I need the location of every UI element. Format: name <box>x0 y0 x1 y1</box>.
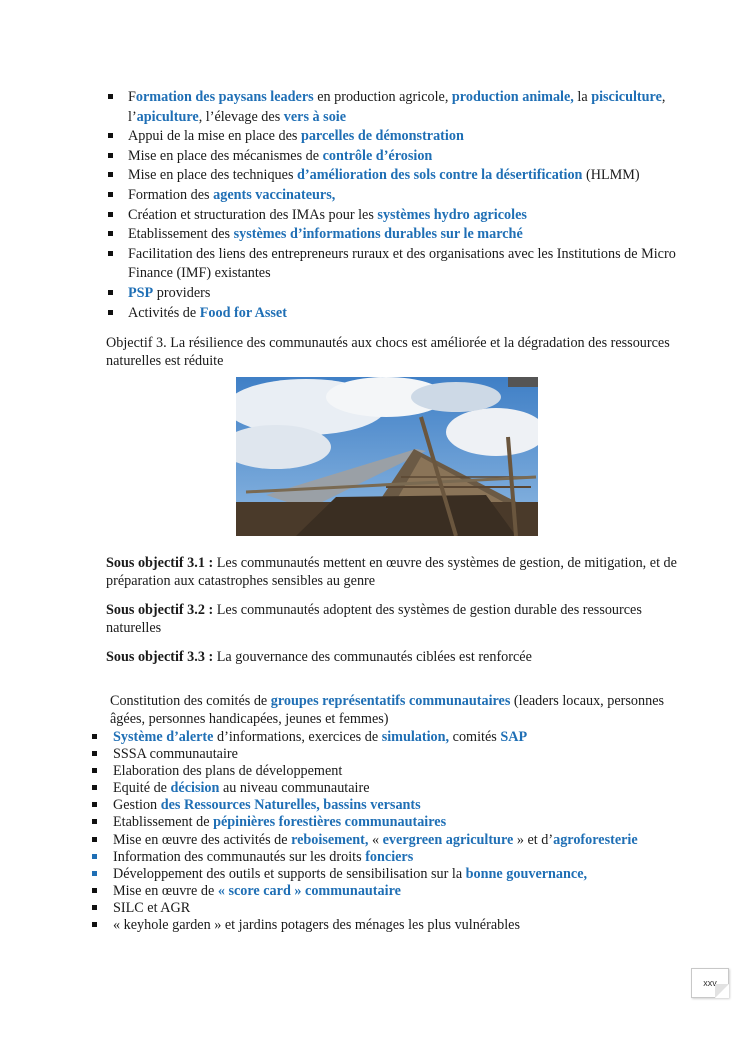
list-item <box>90 814 710 831</box>
text-run: Information des communautés sur les droits <box>113 848 366 865</box>
text-run: comités <box>449 729 501 745</box>
text-run: Mise en place des mécanismes de <box>128 147 323 164</box>
text-run: Facilitation des liens des entrepreneurs ruraux et des organisations avec les Institutions de Micro Finance (IMF) existantes <box>128 245 676 282</box>
activities-list-objective-3 <box>90 729 710 934</box>
list-item <box>106 166 696 186</box>
text-run: SILC et AGR <box>113 899 191 916</box>
list-item <box>106 147 696 167</box>
highlighted-term: bonne gouvernance, <box>465 865 588 882</box>
text-run: Développement des outils et supports de sensibilisation sur la <box>113 865 466 882</box>
highlighted-term: fonciers <box>365 848 414 865</box>
highlighted-term: agroforesterie <box>553 831 638 848</box>
highlighted-term: décision <box>170 780 220 797</box>
list-item <box>106 304 696 324</box>
text-run: , l’élevage des <box>198 108 284 125</box>
highlighted-term: production animale, <box>451 89 574 105</box>
list-item <box>90 763 710 780</box>
sub-objective-3-3: Sous objectif 3.3 : La gouvernance des communautés ciblées est renforcée <box>106 649 532 665</box>
text-run: » et d’ <box>513 831 554 848</box>
committees-intro <box>110 693 690 728</box>
highlighted-term: « score card » communautaire <box>217 882 401 899</box>
list-item <box>90 729 710 746</box>
text-run: (HLMM) <box>582 167 640 184</box>
text-run: providers <box>153 284 211 301</box>
highlighted-term: contrôle d’érosion <box>322 147 433 164</box>
text-run: Formation des <box>128 186 214 203</box>
objective-3-heading: Objectif 3. La résilience des communautés aux chocs est améliorée et la dégradation des ressources naturelles est réduite <box>106 335 670 369</box>
text-run: Elaboration des plans de développement <box>113 763 343 780</box>
text-run: Appui de la mise en place des <box>128 128 301 145</box>
highlighted-term: parcelles de démonstration <box>300 128 464 145</box>
list-item <box>90 900 710 917</box>
highlighted-term: agents vaccinateurs, <box>213 186 336 203</box>
highlighted-term: ormation des paysans leaders <box>135 89 314 105</box>
text-run: au niveau communautaire <box>219 780 370 797</box>
highlighted-term: pépinières forestières communautaires <box>213 814 447 831</box>
text-run: Constitution des comités de <box>110 693 271 709</box>
highlighted-term: vers à soie <box>283 108 347 125</box>
highlighted-term: evergreen agriculture <box>382 831 514 848</box>
list-item <box>90 832 710 849</box>
list-item <box>90 917 710 934</box>
highlighted-term: systèmes d’informations durables sur le marché <box>233 226 523 243</box>
list-item <box>106 88 696 127</box>
text-run: Etablissement de <box>113 814 214 831</box>
list-item <box>106 186 696 206</box>
highlighted-term: apiculture <box>136 108 199 125</box>
text-run: Gestion <box>113 797 161 814</box>
text-run: « keyhole garden » et jardins potagers des ménages les plus vulnérables <box>113 917 520 934</box>
text-run: en production agricole, <box>313 89 452 105</box>
list-item <box>90 797 710 814</box>
highlighted-term: Food for Asset <box>199 304 287 321</box>
text-run: d’informations, exercices de <box>213 729 382 745</box>
text-run: Etablissement des <box>128 226 234 243</box>
highlighted-term: groupes représentatifs communautaires <box>270 693 511 709</box>
sub-objective-3-2: Sous objectif 3.2 : Les communautés adoptent des systèmes de gestion durable des ressources naturelles <box>106 602 642 636</box>
highlighted-term: simulation, <box>381 729 450 745</box>
highlighted-term: Système d’alerte <box>113 729 214 745</box>
text-run: Mise en œuvre de <box>113 882 218 899</box>
text-run: Mise en œuvre des activités de <box>113 831 292 848</box>
text-run: , l’ <box>128 89 666 125</box>
list-item <box>106 225 696 245</box>
activities-list-objective-2 <box>106 88 696 323</box>
page-number: xxv <box>691 968 729 998</box>
sub-objective-3-1: Sous objectif 3.1 : Les communautés mettent en œuvre des systèmes de gestion, de mitigation, et de préparation aux catastrophes sensibles au genre <box>106 555 677 589</box>
list-item <box>106 127 696 147</box>
highlighted-term: PSP <box>128 284 154 301</box>
text-run: Equité de <box>113 780 171 797</box>
highlighted-term: des Ressources Naturelles, bassins versants <box>160 797 421 814</box>
list-item <box>90 746 710 763</box>
highlighted-term: SAP <box>500 729 528 745</box>
list-item <box>90 780 710 797</box>
list-item <box>90 866 710 883</box>
list-item <box>90 883 710 900</box>
highlighted-term: d’amélioration des sols contre la désertification <box>297 167 583 184</box>
text-run: SSSA communautaire <box>113 746 238 763</box>
text-run: Activités de <box>128 304 200 321</box>
text-run: (leaders locaux, personnes âgées, personnes handicapées, jeunes et femmes) <box>110 693 665 727</box>
text-run: « <box>368 831 383 848</box>
text-run: Mise en place des techniques <box>128 167 298 184</box>
community-shelter-photo <box>236 377 538 536</box>
list-item <box>90 849 710 866</box>
text-run: la <box>573 89 592 105</box>
list-item <box>106 245 696 284</box>
text-run: F <box>128 89 136 105</box>
list-item <box>106 206 696 226</box>
text-run: Création et structuration des IMAs pour les <box>128 206 378 223</box>
list-item <box>106 284 696 304</box>
highlighted-term: pisciculture <box>591 89 662 105</box>
highlighted-term: systèmes hydro agricoles <box>377 206 527 223</box>
highlighted-term: reboisement, <box>291 831 369 848</box>
